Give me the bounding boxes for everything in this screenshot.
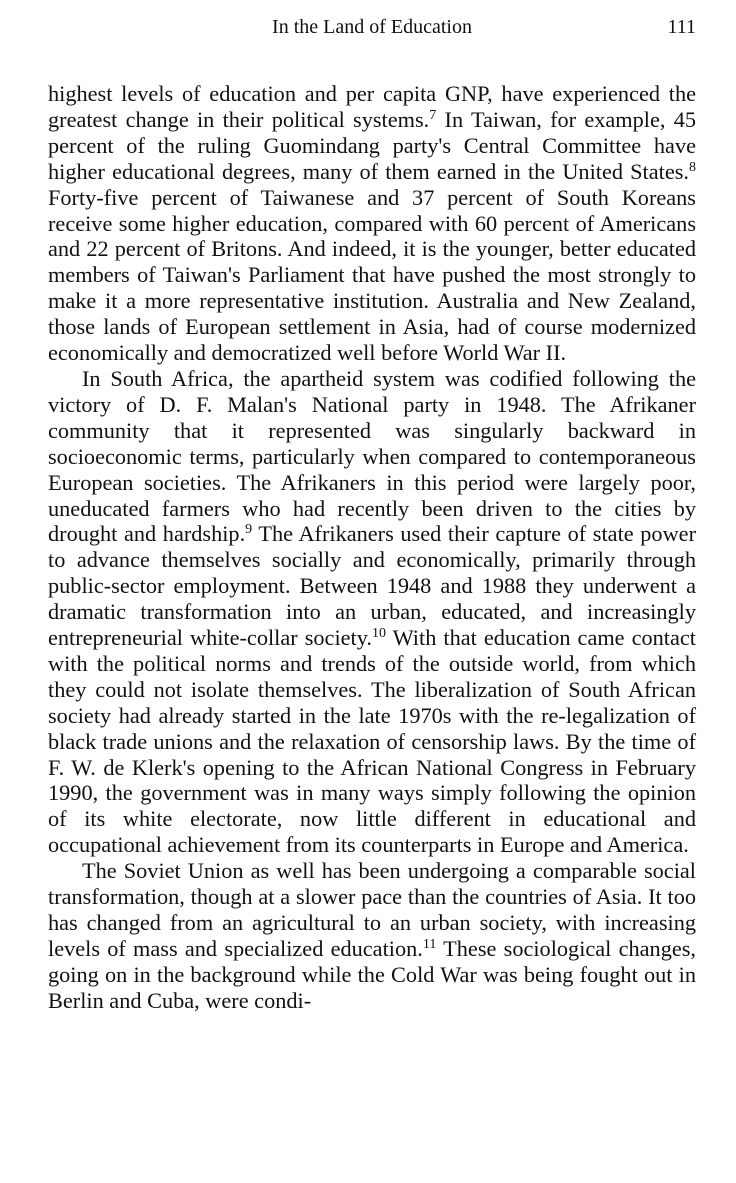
running-title: In the Land of Education xyxy=(272,16,472,38)
text-run: In Taiwan, for example, 45 percent of the ruling Guomindang party's Central Committee have higher educational degrees, many of them earned in the United States. xyxy=(48,106,697,184)
text-run: The Soviet Union as well has been undergoing a comparable social transformation, though at a slower pace than the countries of Asia. It too has changed from an agricultural to an urban society, with increasing levels of mass and specialized education. xyxy=(48,858,696,961)
text-run: The Afrikaners used their capture of state power to advance themselves socially and economically, primarily through public-sector employment. Between 1948 and 1988 they underwent a dramatic transformation into an urban, educated, and increasingly entrepreneurial white-collar society. xyxy=(48,521,696,651)
text-run: highest levels of education and per capita GNP, have experienced the greatest change in their political systems. xyxy=(48,81,696,132)
footnote-ref: 9 xyxy=(245,522,253,538)
paragraph xyxy=(48,366,696,858)
text-run: Forty-five percent of Taiwanese and 37 percent of South Koreans receive some higher education, compared with 60 percent of Americans and 22 percent of Britons. And indeed, it is the younger, better educated members of Taiwan's Parliament that have pushed the most strongly to make it a more representative institution. Australia and New Zealand, those lands of European settlement in Asia, had of course modernized economically and democratized well before World War II. xyxy=(48,184,696,366)
footnote-ref: 7 xyxy=(429,107,437,123)
paragraph xyxy=(48,858,696,1013)
footnote-ref: 11 xyxy=(422,936,437,952)
text-run: In South Africa, the apartheid system was codified following the victory of D. F. Malan's National party in 1948. The Afrikaner community that it represented was singularly backward in socioeconomic terms, particularly when compared to contemporaneous European societies. The Afrikaners in this period were largely poor, uneducated farmers who had recently been driven to the cities by drought and hardship. xyxy=(48,365,696,547)
body-text xyxy=(48,81,696,1014)
paragraph xyxy=(48,81,696,366)
page-number: 111 xyxy=(667,16,696,38)
footnote-ref: 8 xyxy=(689,159,696,175)
footnote-ref: 10 xyxy=(372,625,387,641)
running-head xyxy=(48,12,696,42)
text-run: These sociological changes, going on in the background while the Cold War was being fought out in Berlin and Cuba, were condi- xyxy=(48,935,696,1013)
text-run: With that education came contact with the political norms and trends of the outside world, from which they could not isolate themselves. The liberalization of South African society had already started in the late 1970s with the re-legalization of black trade unions and the relaxation of censorship laws. By the time of F. W. de Klerk's opening to the African National Congress in February 1990, the government was in many ways simply following the opinion of its white electorate, now little different in educational and occupational achievement from its counterparts in Europe and America. xyxy=(48,625,696,858)
